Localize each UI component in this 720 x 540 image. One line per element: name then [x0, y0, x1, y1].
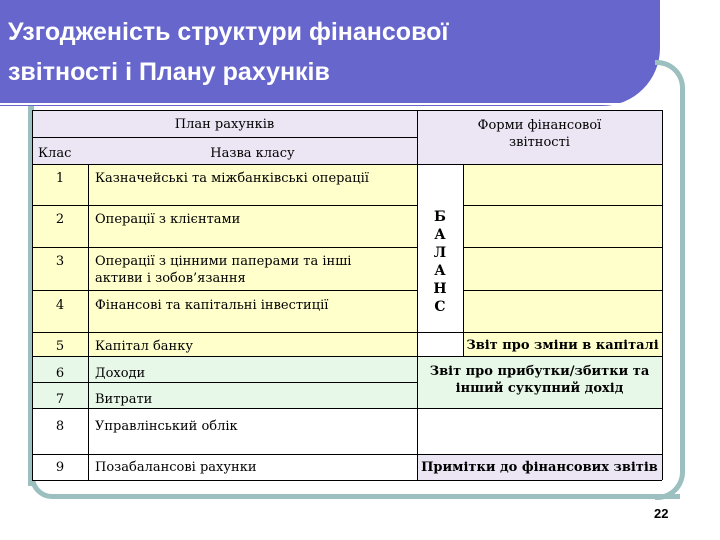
balance-label [417, 208, 463, 316]
grid-line [32, 290, 417, 291]
grid-line [32, 164, 662, 165]
grid-line [32, 480, 662, 481]
row-8-num: 8 [55, 419, 65, 434]
grid-line [32, 408, 662, 409]
grid-line [32, 110, 662, 111]
empty-report-cell [417, 408, 662, 454]
grid-line [662, 110, 663, 480]
income-report: Звіт про прибутки/збитки та інший сукупний дохід [417, 356, 662, 408]
grid-line [32, 454, 662, 455]
title-underline [0, 103, 640, 105]
balance-letter-5: Н [433, 281, 447, 297]
page-number: 22 [654, 506, 669, 521]
grid-line [32, 332, 662, 333]
grid-line [32, 205, 417, 206]
forms-header-text: Форми фінансової звітності [477, 118, 602, 150]
row-3-name: Операції з цінними паперами та інші активи і зобов’язання [95, 254, 352, 286]
grid-line [32, 137, 417, 138]
row-1-num: 1 [55, 171, 65, 186]
row-6-num: 6 [55, 366, 65, 381]
row-8-name: Управлінський облік [95, 419, 238, 434]
row-4-name: Фінансові та капітальні інвестиції [95, 298, 329, 313]
notes-report: Примітки до фінансових звітів [417, 454, 662, 480]
balance-letter-6: С [434, 299, 446, 315]
grid-line [463, 205, 662, 206]
row-2-num: 2 [55, 212, 65, 227]
row-4-num: 4 [55, 298, 65, 313]
row-3-num: 3 [55, 254, 65, 269]
balance-letter-2: А [434, 227, 446, 243]
grid-line [32, 110, 33, 480]
forms-header [417, 110, 662, 164]
balance-letter-1: Б [434, 209, 446, 225]
row-6-name: Доходи [95, 366, 146, 381]
row-9-name: Позабалансові рахунки [95, 460, 257, 475]
row-5-name: Капітал банку [95, 339, 193, 354]
row-7-num: 7 [55, 392, 65, 407]
row-7-name: Витрати [95, 392, 153, 407]
grid-line [32, 382, 417, 383]
balance-rows-bg [463, 164, 662, 332]
grid-line [32, 356, 662, 357]
balance-letter-3: Л [433, 245, 447, 261]
grid-line [463, 247, 662, 248]
balance-letter-4: А [434, 263, 446, 279]
col-class-header: Клас [38, 146, 72, 161]
grid-line [417, 110, 418, 480]
row-2-name: Операції з клієнтами [95, 212, 241, 227]
row-1-name: Казначейські та міжбанківські операції [95, 171, 369, 186]
slide-title [8, 12, 648, 92]
plan-header: План рахунків [174, 117, 275, 132]
title-line-1: Узгодженість структури фінансової [8, 18, 449, 46]
equity-report: Звіт про зміни в капіталі [463, 332, 662, 356]
grid-line [88, 164, 89, 480]
grid-line [463, 164, 464, 356]
grid-line [32, 247, 417, 248]
title-bar [0, 0, 660, 106]
title-line-2: звітності і Плану рахунків [8, 58, 330, 86]
row-5-num: 5 [55, 339, 65, 354]
grid-line [463, 290, 662, 291]
row-9-num: 9 [55, 460, 65, 475]
col-name-header: Назва класу [210, 146, 295, 161]
